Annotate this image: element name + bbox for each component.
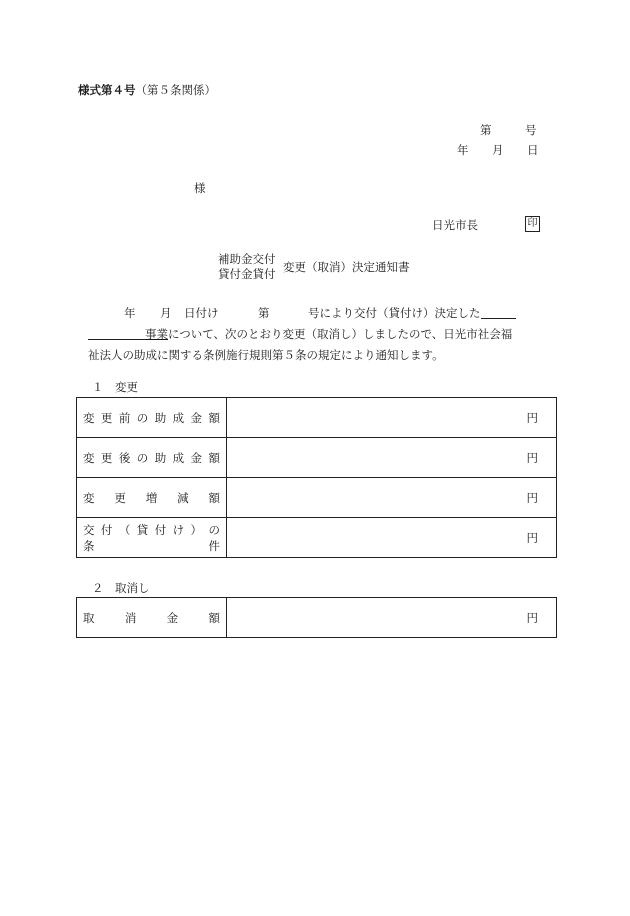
table-row [77,478,557,518]
change-table [76,397,557,558]
row-value: 円 [227,478,557,518]
seal-mark: 印 [525,216,540,232]
title-line-2: 貸付金貸付 [218,267,276,281]
row-label: 変 更 前 の 助 成 金 額 [83,410,220,425]
table-row [77,438,557,478]
row-value: 円 [227,518,557,558]
section-cancel-heading: ２ 取消し [92,581,150,595]
addressee-suffix: 様 [194,181,206,195]
page-title: 変更（取消）決定通知書 [283,260,410,274]
row-label: 交 付 （ 貸 付 け ） の [83,522,220,537]
row-label: 変 更 増 減 額 [83,490,220,505]
form-number: 様式第４号（第５条関係） [78,83,216,97]
table-row: 交 付 （ 貸 付 け ） の 条 件 円 [77,518,557,558]
document-number-line: 第 号 [480,123,537,137]
row-label: 取 消 金 額 [83,610,220,625]
row-value: 円 [227,598,557,638]
row-value: 円 [227,398,557,438]
row-value: 円 [227,438,557,478]
issuer-name: 日光市長 [432,218,478,232]
row-label: 変 更 後 の 助 成 金 額 [83,450,220,465]
table-row [77,398,557,438]
title-stack [218,252,276,282]
issue-date-line: 年 月 日 [457,143,539,157]
cancel-table [76,597,557,638]
table-row [77,598,557,638]
title-line-1: 補助金交付 [218,252,276,266]
body-paragraph: 年 月 日付け 第 号により交付（貸付け）決定した 事業について、次のとおり変更（取消し）しましたので、日光市社会福 祉法人の助成に関する条例施行規則第５条の規定により通知します。 [88,303,558,366]
section-change-heading: １ 変更 [92,380,138,394]
